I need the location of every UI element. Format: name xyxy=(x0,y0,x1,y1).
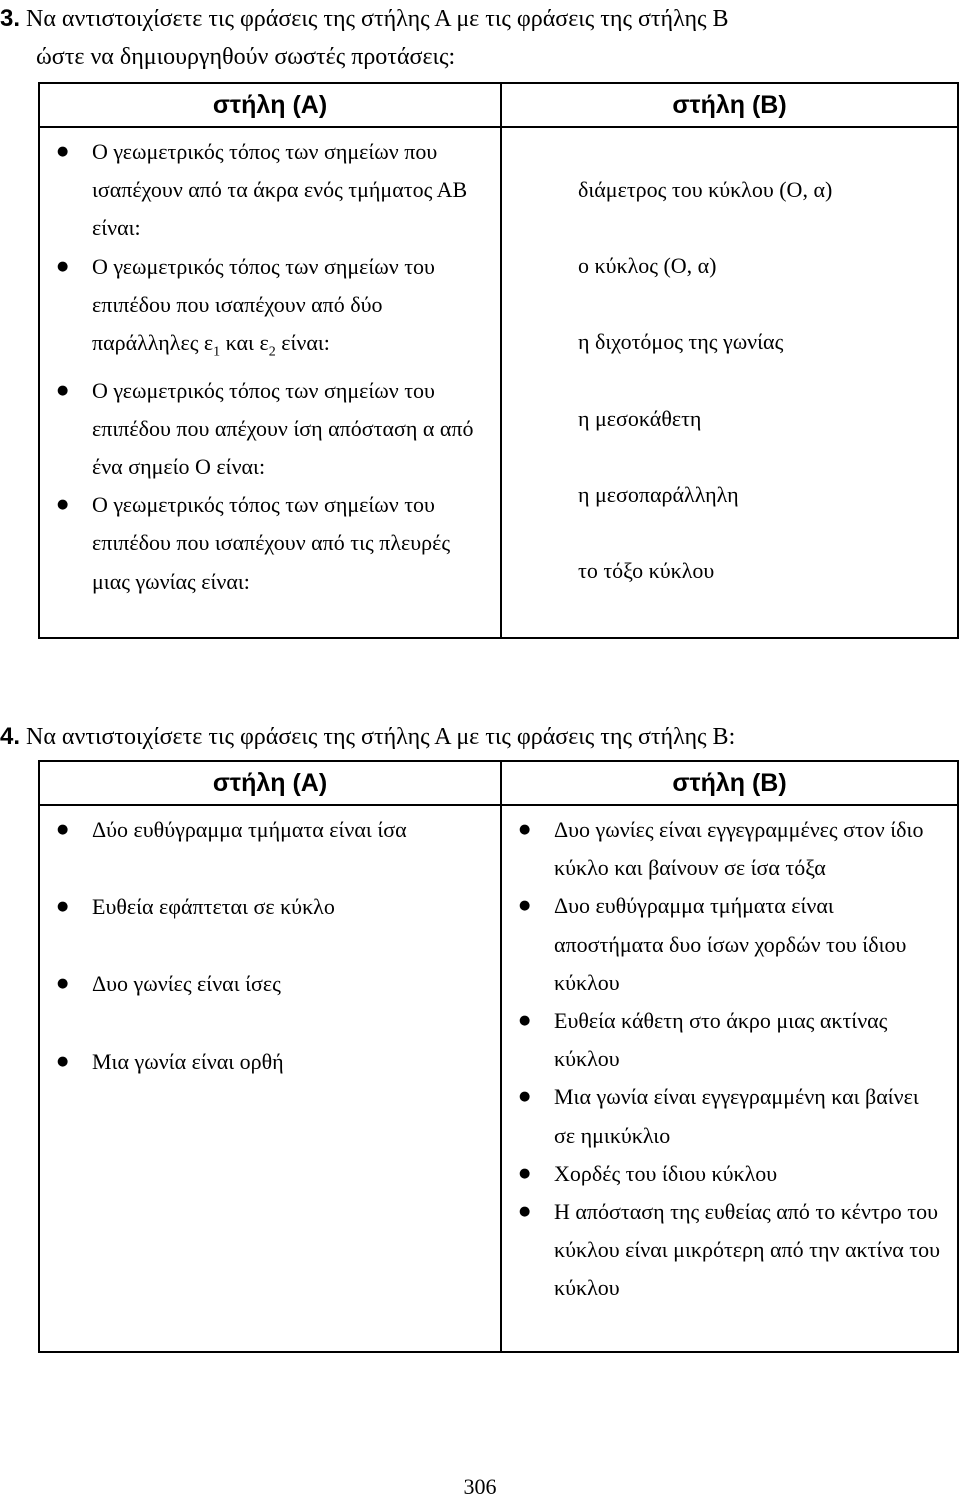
q3-column-b-item: το τόξο κύκλου xyxy=(578,558,715,584)
q4-column-b-item: ● Μια γωνία είναι εγγεγραμμένη και βαίνει σε ημικύκλιο xyxy=(502,1078,941,1154)
q4-column-a-cell xyxy=(39,805,501,1352)
q3-column-b-cell xyxy=(501,127,958,638)
question-3-heading xyxy=(0,0,960,76)
q3-column-b-item: ο κύκλος (Ο, α) xyxy=(578,253,717,279)
q3-column-b-item: η διχοτόμος της γωνίας xyxy=(578,329,784,355)
q3-column-b-item: η μεσοκάθετη xyxy=(578,405,702,431)
question-4-matching-table xyxy=(38,760,959,1353)
question-3-matching-table xyxy=(38,82,959,639)
q4-column-a-item: ● Δυο γωνίες είναι ίσες xyxy=(40,965,500,1003)
question-3-number: 3. xyxy=(0,5,21,32)
question-3-text-line1: Να αντιστοιχίσετε τις φράσεις της στήλης Α με τις φράσεις της στήλης Β xyxy=(26,6,729,32)
q4-column-b-cell xyxy=(501,805,958,1352)
q3-header-column-a: στήλη (Α) xyxy=(39,83,501,127)
q4-header-column-a: στήλη (Α) xyxy=(39,761,501,805)
question-4-text: Να αντιστοιχίσετε τις φράσεις της στήλης Α με τις φράσεις της στήλης Β: xyxy=(26,724,736,750)
q3-column-a-item: ● Ο γεωμετρικός τόπος των σημείων του επιπέδου που απέχουν ίση απόσταση α από ένα σημείο Ο είναι: xyxy=(40,372,480,487)
q3-column-a-cell xyxy=(39,127,501,638)
q3-column-a-item: ● Ο γεωμετρικός τόπος των σημείων που ισαπέχουν από τα άκρα ενός τμήματος ΑΒ είναι: xyxy=(40,133,480,248)
q4-column-b-item: ● Χορδές του ίδιου κύκλου xyxy=(502,1155,941,1193)
question-4-heading xyxy=(0,718,960,756)
q4-column-b-item: ● Η απόσταση της ευθείας από το κέντρο του κύκλου είναι μικρότερη από την ακτίνα του κύκλου xyxy=(502,1193,941,1308)
q3-column-b-item: διάμετρος του κύκλου (Ο, α) xyxy=(578,177,833,202)
q4-column-b-item: ● Δυο γωνίες είναι εγγεγραμμένες στον ίδιο κύκλο και βαίνουν σε ίσα τόξα xyxy=(502,811,941,887)
q4-column-a-item: ● Δύο ευθύγραμμα τμήματα είναι ίσα xyxy=(40,811,500,849)
q4-column-a-item: ● Μια γωνία είναι ορθή xyxy=(40,1043,500,1081)
q3-column-a-item: ● Ο γεωμετρικός τόπος των σημείων του επιπέδου που ισαπέχουν από δύο παράλληλες $\varepsilon_1$ και $\varepsilon_2$ είναι: xyxy=(40,248,480,372)
q4-column-a-item: ● Ευθεία εφάπτεται σε κύκλο xyxy=(40,888,500,926)
q4-header-column-b: στήλη (Β) xyxy=(501,761,958,805)
page-number: 306 xyxy=(463,1474,497,1499)
q3-column-b-item: η μεσοπαράλληλη xyxy=(578,481,739,507)
q4-column-b-item: ● Δυο ευθύγραμμα τμήματα είναι αποστήματα δυο ίσων χορδών του ίδιου κύκλου xyxy=(502,887,941,1002)
q3-column-a-item: ● Ο γεωμετρικός τόπος των σημείων του επιπέδου που ισαπέχουν από τις πλευρές μιας γωνίας είναι: xyxy=(40,486,480,601)
question-4-number: 4. xyxy=(0,723,21,750)
q4-column-b-item: ● Ευθεία κάθετη στο άκρο μιας ακτίνας κύκλου xyxy=(502,1002,941,1078)
question-3-text-line2: ώστε να δημιουργηθούν σωστές προτάσεις: xyxy=(36,44,456,70)
q3-header-column-b: στήλη (Β) xyxy=(501,83,958,127)
